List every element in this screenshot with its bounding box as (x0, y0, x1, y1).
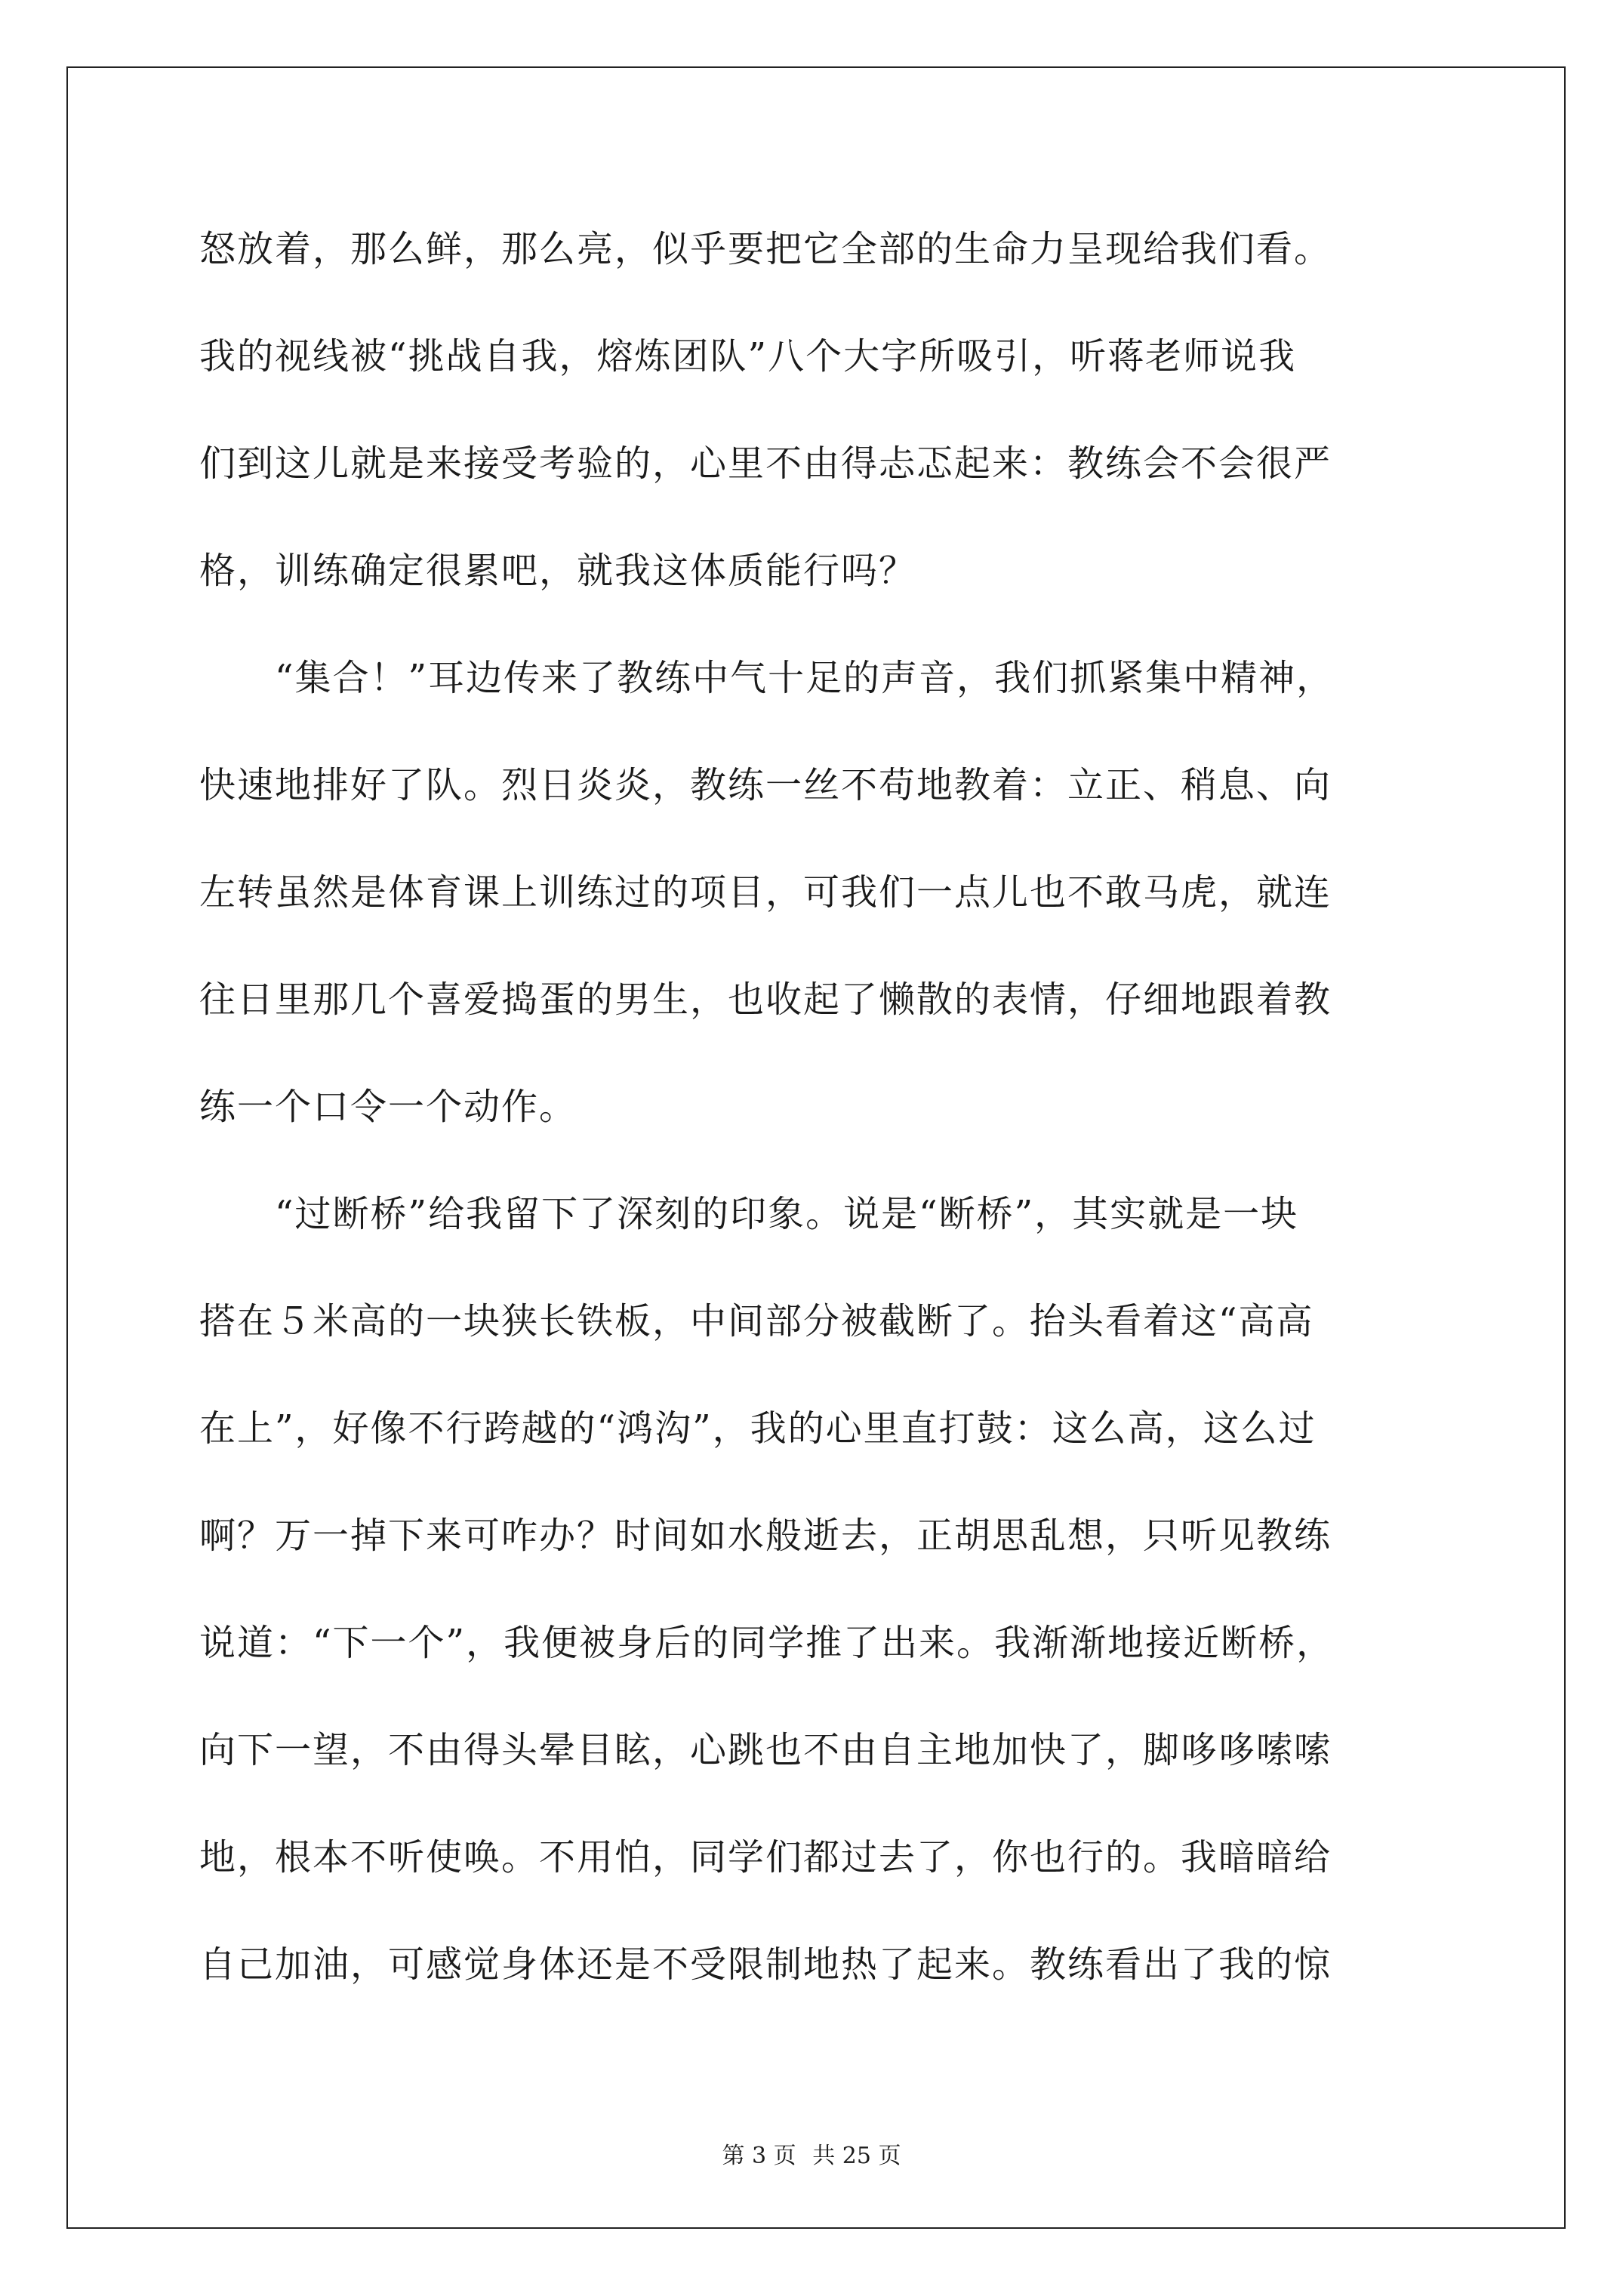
page-footer (0, 2141, 1623, 2171)
text-line: 我的视线被“挑战自我，熔炼团队”八个大字所吸引，听蒋老师说我 (199, 335, 1297, 378)
text-line: “集合！”耳边传来了教练中气十足的声音，我们抓紧集中精神， (199, 657, 1335, 699)
text-line: 在上”，好像不行跨越的“鸿沟”，我的心里直打鼓：这么高，这么过 (199, 1407, 1317, 1450)
text-line: 搭在５米高的一块狭长铁板，中间部分被截断了。抬头看着这“高高 (199, 1300, 1314, 1342)
text-line: 地，根本不听使唤。不用怕，同学们都过去了，你也行的。我暗暗给 (199, 1836, 1332, 1878)
text-line: 啊？万一掉下来可咋办？时间如水般逝去，正胡思乱想，只听见教练 (199, 1515, 1332, 1557)
page-number: 第 3 页 (722, 2143, 796, 2169)
text-line: 格，训练确定很累吧，就我这体质能行吗？ (199, 550, 917, 592)
text-line: 快速地排好了队。烈日炎炎，教练一丝不苟地教着：立正、稍息、向 (199, 764, 1332, 806)
total-pages: 共 25 页 (812, 2143, 901, 2169)
text-line: 自己加油，可感觉身体还是不受限制地热了起来。教练看出了我的惊 (199, 1943, 1332, 1986)
text-line: “过断桥”给我留下了深刻的印象。说是“断桥”，其实就是一块 (199, 1193, 1299, 1235)
page-border (66, 66, 1566, 2229)
text-line: 练一个口令一个动作。 (199, 1086, 577, 1128)
text-line: 怒放着，那么鲜，那么亮，似乎要把它全部的生命力呈现给我们看。 (199, 228, 1332, 270)
text-line: 们到这儿就是来接受考验的，心里不由得忐忑起来：教练会不会很严 (199, 442, 1332, 485)
text-line: 往日里那几个喜爱捣蛋的男生，也收起了懒散的表情，仔细地跟着教 (199, 978, 1332, 1021)
text-line: 向下一望，不由得头晕目眩，心跳也不由自主地加快了，脚哆哆嗦嗦 (199, 1729, 1332, 1771)
text-line: 左转虽然是体育课上训练过的项目，可我们一点儿也不敢马虎，就连 (199, 871, 1332, 914)
text-line: 说道：“下一个”，我便被身后的同学推了出来。我渐渐地接近断桥， (199, 1622, 1335, 1664)
